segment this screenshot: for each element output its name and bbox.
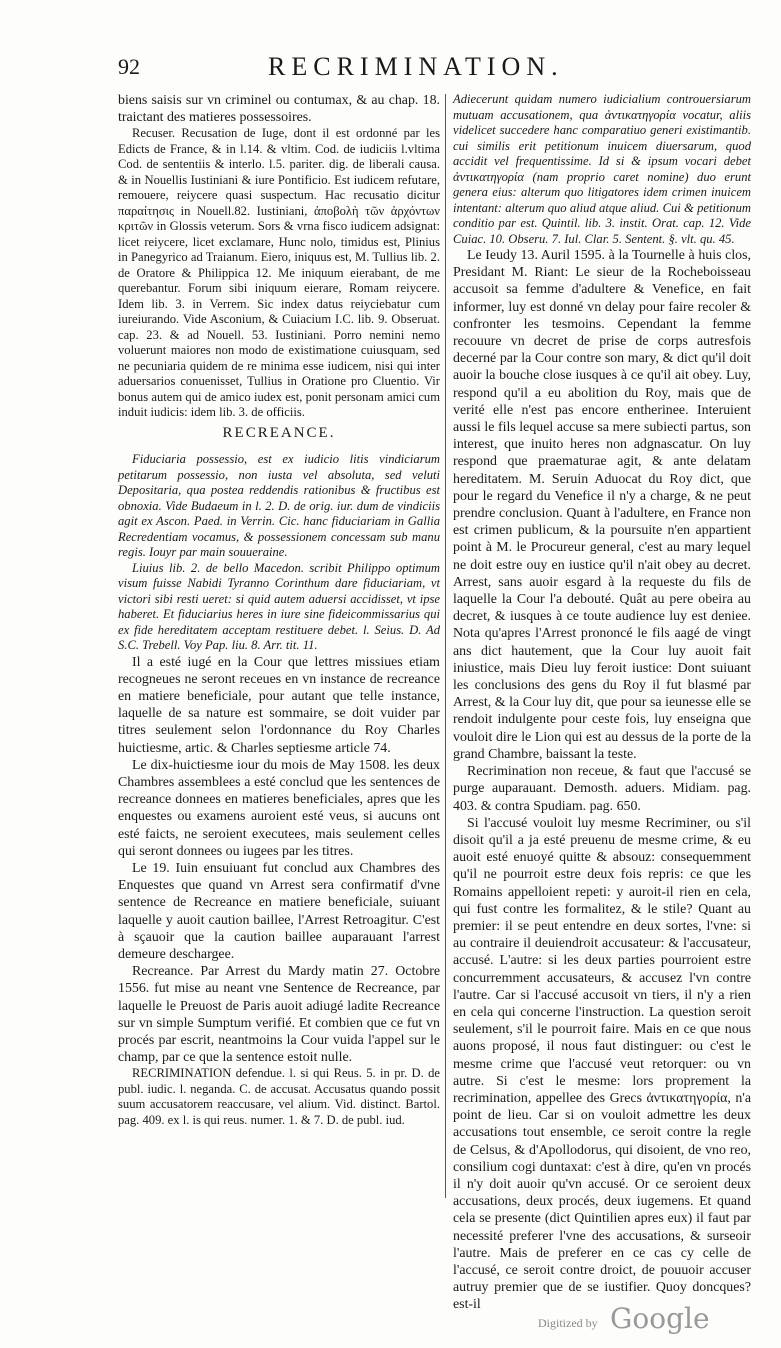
page-number: 92 xyxy=(118,54,140,79)
paragraph: Liuius lib. 2. de bello Macedon. scribit Philippo optimum visum fuisse Nabidi Tyranno Corinthum dare fiduciariam, vt victori sibi resti ueret: si quid autem aduersi accidisset, vt ipse haberet. Et fiduciarius heres in iure sine fideicommissarius qui ex fide hereditatem acceptam restituere debet. l. Seius. D. Ad S.C. Trebell. Voy Pap. liu. 8. Arr. tit. 11. xyxy=(118,560,440,653)
paragraph: Le 19. Iuin ensuiuant fut conclud aux Chambres des Enquestes que quand vn Arrest sera confirmatif d'vne sentence de Recreance en matiere beneficiale, suiuant laquelle y auoit caution baillee, l'Arrest Retroagitur. C'est à sçauoir que la caution baillee auparauant l'arrest demeure deschargee. xyxy=(118,861,440,963)
paragraph: Le dix-huictiesme iour du mois de May 1508. les deux Chambres assemblees a esté conclud que les sentences de recreance donnees en matieres beneficiales, apres que les enquestes ou examens auroient esté veus, si aucuns ont esté faicts, ne seroient executees, mais seulement celles qui seront donnees ou iugees par les titres. xyxy=(118,757,440,859)
paragraph: Recuser. Recusation de Iuge, dont il est ordonné par les Edicts de France, & in l.14. & vltim. Cod. de iudiciis l.vltima Cod. de sententiis & interlo. l.5. pariter. dig. de liberali causa. & in Nouellis Iustiniani & iure Pontificio. Est iudicem refutare, remouere, reiycere quasi suspectum. Hac recusatio dicitur παραίτησις in Nouell.82. Iustiniani, ἀποβολὴ τῶν ἀρχόντων κριτῶν in Glossis veterum. Sors & vrna fisco iudicem adsignat: licet reiycere, licet exclamare, Hunc nolo, timidus est, Plinius in Panegyrico ad Traianum. Eiero, iniquus est, M. Tullius lib. 2. de Oratore & Philippica 12. Me iniquum eierabant, de me querebantur. Forum sibi iniquum eierare, Romam reiycere. Idem lib. 3. in Verrem. Sic index datus reiyciebatur cum iureiurando. Vide Asconium, & Cuiacium I.C. lib. 9. Obseruat. cap. 23. & ad Nouell. 53. Iustiniani. Porro nemini nemo voluerunt maiores non modo de existimatione cuiusquam, sed ne pecuniaria quidem de re minima esse iudicem, nisi qui inter aduersarios conuenisset, Tullius in Oratione pro Cluentio. Vir bonus autem qui de amico iudex est, ponit personam amici cum induit iudicis: idem lib. 3. de officiis. xyxy=(118,126,440,420)
page-header xyxy=(118,48,708,88)
digitized-by-label: Digitized by xyxy=(538,1316,598,1330)
paragraph: Recreance. Par Arrest du Mardy matin 27. Octobre 1556. fut mise au neant vne Sentence de Recreance, par laquelle le Preuost de Paris auoit adiugé ladite Recreance sur vn simple Sumptum verifié. Et combien que ce fut vn procés par escrit, neantmoins la Cour vuida l'appel sur le champ, par ce que la sentence estoit nulle. xyxy=(118,964,440,1066)
paragraph: Il a esté iugé en la Cour que lettres missiues etiam recogneues ne seront receues en vn instance de recreance en matiere beneficiale, pour autant que telle instance, laquelle de sa nature est sommaire, se doit vuider par titres seulement selon l'ordonnance du Roy Charles huictiesme, artic. & Charles septiesme article 74. xyxy=(118,654,440,756)
paragraph: Recrimination non receue, & faut que l'accusé se purge auparauant. Demosth. aduers. Midiam. pag. 403. & contra Spudiam. pag. 650. xyxy=(453,764,751,814)
digitized-watermark xyxy=(538,1302,738,1336)
paragraph: Fiduciaria possessio, est ex iudicio litis vindiciarum petitarum possessio, non iusta vel absoluta, sed veluti Depositaria, qua postea reddendis rationibus & fructibus est obnoxia. Vide Budaeum in l. 2. D. de orig. iur. dum de vindiciis agit ex Ascon. Paed. in Verrin. Cic. hanc fiduciariam in Gallia Recredentiam vocamus, & possessionem concessam sub manu regis. Iouyr par main souueraine. xyxy=(118,452,440,560)
paragraph: Si l'accusé vouloit luy mesme Recriminer, ou s'il disoit qu'il a ja esté preuenu de mesme crime, & eu auoit esté enuoyé quitte & absouz: consequemment qu'il ne pourroit estre deux fois repris: ce que les Romains appelloient repeti: y auroit-il rien en cela, qui fust contre les formalitez, & le stile? Quant au premier: il se peut entendre en deux sortes, l'vne: si au contraire il deuiendroit accusateur: & l'accusateur, accusé. L'autre: si les deux parties pourroient estre concurremment accusateurs, & accusez l'vn contre l'autre. Car si l'accusé accusoit vn tiers, il n'y a rien en cela qui concerne l'instruction. La question seroit seulement, s'il le pourroit faire. Mais en ce que nous auons proposé, il nous faut distinguer: ou c'est le mesme crime que l'accusé veut retorquer: ou vn autre. Si c'est le mesme: lors proprement la recrimination, appellee des Grecs ἀντικατηγορία, n'a point de lieu. Car si on vouloit admettre les deux accusations tout ensemble, ce seroit contre la regle de Celsus, & d'Apollodorus, qui disoient, de vno reo, consilium cogi duntaxat: c'est à dire, qu'en vn procés il n'y doit auoir qu'vn accusé. Or ce seroient deux accusations, deux procés, deux iugemens. Et quand cela se presente (dict Quintilien apres eux) il faut par necessité preferer l'vne des accusations, & surseoir l'autre. Mais de preferer en ce cas cy celle de l'accusé, ce seroit contre droict, de pouuoir accuser autruy premier que de se iustifier. Quoy doncques? est-il xyxy=(453,815,751,1313)
section-heading: RECREANCE. xyxy=(222,424,336,441)
google-logo: Google xyxy=(610,1302,710,1335)
running-head: RECRIMINATION. xyxy=(268,52,564,81)
paragraph: Adiecerunt quidam numero iudicialium controuersiarum mutuam accusationem, qua ἀντικατηγορία vocatur, aliis videlicet succedere hanc comparatiuo generi existimantib. cui similis erit petitionum inuicem diuersarum, quod accidit vel frequentissime. Id si & ipsum vocari debet ἀντικατηγορία (nam proprio caret nomine) duo erunt genera eius: alterum quo litigatores idem crimen inuicem intentant: alterum quo aliud atque aliud. Cui & petitionum conditio par est. Quintil. lib. 3. instit. Orat. cap. 12. Vide Cuiac. 10. Obseru. 7. Iul. Clar. 5. Sentent. §. vlt. qu. 45. xyxy=(453,92,751,246)
left-column xyxy=(118,92,440,1128)
paragraph: Le Ieudy 13. Auril 1595. à la Tournelle à huis clos, Presidant M. Riant: Le sieur de la Rocheboisseau accusoit sa femme d'adultere & Venefice, en fait informer, luy est donné vn delay pour faire recoler & confronter les tesmoins. Cependant la femme recouure vn decret de prise de corps autresfois decerné par la Cour contre son mary, & dict qu'il doit auoir la bouche close iusques à ce qu'il ait obey. Luy, respond qu'il a eu abolition du Roy, mais que de verité elle n'est pas encore entherinee. Interuient aussi le fils lequel accuse sa mere subiecti partus, son interest, que inuito heres non adgnascatur. On luy respond que praematurae agit, & ante delatam hereditatem. M. Seruin Aduocat du Roy dict, que pour le regard du Venefice il n'y a charge, & ne peut prendre conclusion. Quant à l'adultere, en France non est crimen publicum, & la poursuite n'en appartient point à M. le Procureur general, c'est au mary lequel ne doit estre ouy en iustice qu'il n'ait obey au decret. Arrest, sans auoir esgard à la requeste du fils de laquelle la Cour l'a debouté. Quât au pere obeira au decret, & iusques à ce toute audience luy est deniee. Nota qu'apres l'Arrest prononcé le fils aagé de vingt ans dict hautement, que la Cour luy auoit fait iniustice, mais Dieu luy feroit iustice: Dont suiuant les conclusions des gens du Roy il fut blasmé par Arrest, & la Cour luy dit, que pour sa ieunesse elle se rendoit indulgente pour ceste fois, luy enseigna que vouloit dire le Lion qui est au dessus de la porte de la grand Chambre, baissant la teste. xyxy=(453,248,751,762)
paragraph: biens saisis sur vn criminel ou contumax, & au chap. 18. traictant des matieres possessoires. xyxy=(118,93,440,126)
column-divider xyxy=(445,94,446,1198)
paragraph: RECRIMINATION defendue. l. si qui Reus. 5. in pr. D. de publ. iudic. l. neganda. C. de accusat. Accusatus quando possit suum accusatorem reaccusare, vel alium. Vid. distinct. Bartol. pag. 409. ex l. is qui reus. numer. 1. & 7. D. de publ. iud. xyxy=(118,1066,440,1127)
right-column xyxy=(453,92,751,1314)
